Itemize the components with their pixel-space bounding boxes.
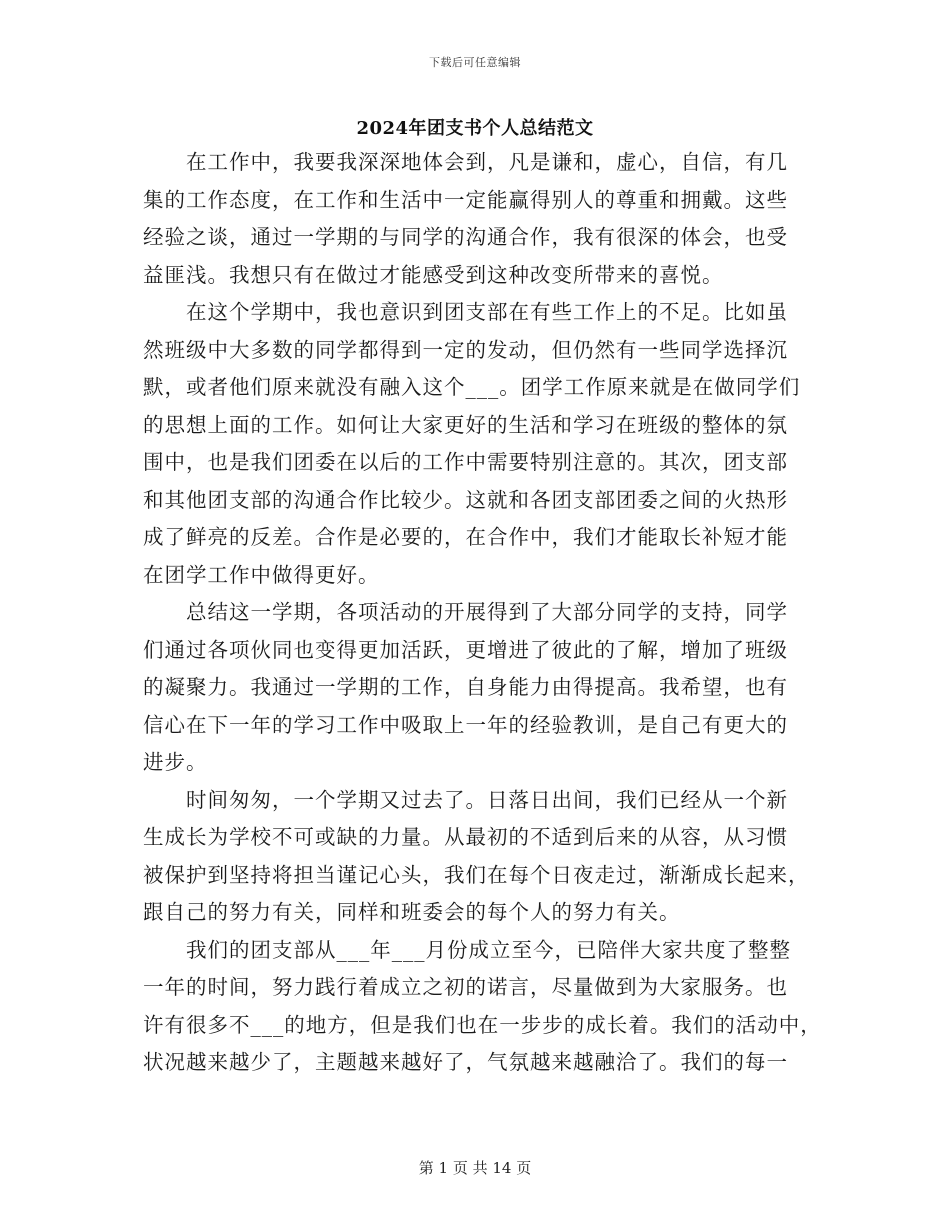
document-title: 2024年团支书个人总结范文 xyxy=(356,118,594,139)
document-body xyxy=(143,144,822,1082)
body-text-line: 信心在下一年的学习工作中吸取上一年的经验教训，是自己有更大的 xyxy=(143,712,788,737)
body-text-line: 时间匆匆，一个学期又过去了。日落日出间，我们已经从一个新 xyxy=(186,787,788,812)
body-text-line: 被保护到坚持将担当谨记心头，我们在每个日夜走过，渐渐成长起来， xyxy=(143,862,810,887)
body-text-line: 的思想上面的工作。如何让大家更好的生活和学习在班级的整体的氛 xyxy=(143,412,788,437)
body-text-line: 进步。 xyxy=(143,750,208,774)
body-text-line: 默，或者他们原来就没有融入这个___。团学工作原来就是在做同学们 xyxy=(143,375,801,399)
body-text-line: 总结这一学期，各项活动的开展得到了大部分同学的支持，同学 xyxy=(186,600,788,624)
page-number-footer: 第 1 页 共 14 页 xyxy=(418,1159,532,1177)
body-text-line: 生成长为学校不可或缺的力量。从最初的不适到后来的从容，从习惯 xyxy=(143,825,788,849)
body-text-line: 围中，也是我们团委在以后的工作中需要特别注意的。其次，团支部 xyxy=(143,450,788,474)
body-text-line: 益匪浅。我想只有在做过才能感受到这种改变所带来的喜悦。 xyxy=(143,262,724,287)
body-text-line: 经验之谈，通过一学期的与同学的沟通合作，我有很深的体会，也受 xyxy=(143,225,788,249)
body-text-line: 在这个学期中，我也意识到团支部在有些工作上的不足。比如虽 xyxy=(186,300,788,324)
body-text-line: 在团学工作中做得更好。 xyxy=(143,562,380,587)
body-text-line: 我们的团支部从___年___月份成立至今，已陪伴大家共度了整整 xyxy=(186,937,791,962)
body-text-line: 然班级中大多数的同学都得到一定的发动，但仍然有一些同学选择沉 xyxy=(143,337,788,362)
body-text-line: 跟自己的努力有关，同样和班委会的每个人的努力有关。 xyxy=(143,900,681,924)
body-text-line: 一年的时间，努力践行着成立之初的诺言，尽量做到为大家服务。也 xyxy=(143,975,788,999)
body-text-line: 的凝聚力。我通过一学期的工作，自身能力由得提高。我希望，也有 xyxy=(143,675,788,699)
body-text-line: 状况越来越少了，主题越来越好了，气氛越来越融洽了。我们的每一 xyxy=(143,1050,788,1074)
body-text-line: 集的工作态度，在工作和生活中一定能赢得别人的尊重和拥戴。这些 xyxy=(143,187,788,212)
body-text-line: 在工作中，我要我深深地体会到，凡是谦和，虚心，自信，有几 xyxy=(186,150,788,174)
body-text-line: 许有很多不___的地方，但是我们也在一步步的成长着。我们的活动中， xyxy=(143,1012,822,1037)
body-text-line: 们通过各项伙同也变得更加活跃，更增进了彼此的了解，增加了班级 xyxy=(143,637,788,662)
page-header-note: 下载后可任意编辑 xyxy=(429,56,521,69)
body-text-line: 成了鲜亮的反差。合作是必要的，在合作中，我们才能取长补短才能 xyxy=(143,525,788,549)
body-text-line: 和其他团支部的沟通合作比较少。这就和各团支部团委之间的火热形 xyxy=(143,487,788,512)
